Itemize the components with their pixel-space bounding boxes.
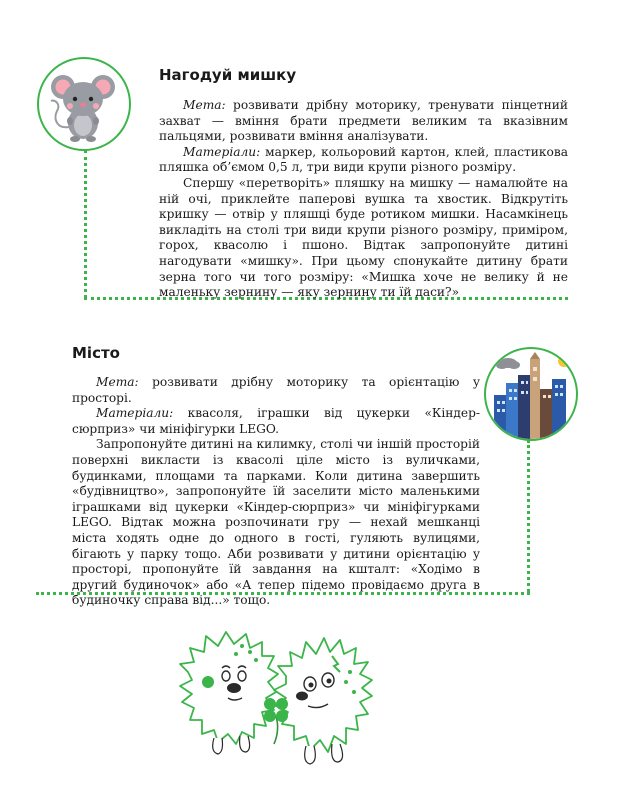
section2-materials: [72, 406, 480, 437]
section2-goal: [72, 375, 480, 406]
section1-goal-label: Мета:: [183, 98, 226, 112]
section2-materials-label: Матеріали:: [96, 406, 174, 421]
section2-divider: [36, 592, 530, 595]
hedgehogs-illustration: [170, 612, 390, 788]
section2-goal-text: розвивати дрібну моторику та орієнтацію у просторі.: [72, 375, 480, 405]
section1-materials-text: маркер, кольоровий картон, клей, пластикова пляшка об’ємом 0,5 л, три види крупи різного розміру.: [159, 144, 568, 175]
mouse-icon: [37, 57, 131, 151]
section1-connector-vertical: [84, 150, 87, 298]
section1-text: [159, 98, 568, 301]
section2-title: Місто: [72, 344, 120, 362]
section1-goal: [159, 98, 568, 145]
section1-body: Спершу «перетворіть» пляшку на мишку — намалюйте на ній очі, приклейте паперові вушка та хвостик. Відкрутіть кришку — отвір у пляшці буде ротиком мишки. Насамкінець викладіть на столі три види крупи різного розміру, приміром, горох, квасолю і пшоно. Відтак запропонуйте дитині нагодувати «мишку». При цьому спонукайте дитину брати зерна того чи того розміру: «Мишка хоче не велику й не маленьку зернину — яку зернину ти їй даси?»: [159, 175, 568, 300]
section1-title: Нагодуй мишку: [159, 66, 297, 84]
section2-materials-text: квасоля, іграшки від цукерки «Кіндер-сюрприз» чи мініфігурки LEGO.: [72, 406, 480, 436]
section2-goal-label: Мета:: [96, 375, 139, 389]
section2-body: Запропонуйте дитині на килимку, столі чи іншій просторій поверхні викласти із квасолі ціле місто із вуличками, будинками, площами та парками. Коли дитина завершить «будівництво», запропонуйте їй заселити місто маленькими іграшками від цукерки «Кіндер-сюрприз» чи мініфігурками LEGO. Відтак можна розпочинати гру — нехай мешканці міста ходять одне до одного в гості, гуляють вулицями, бігають у парку тощо. Аби розвивати у дитини орієнтацію у просторі, пропонуйте їй завдання на кшталт: «Ходімо в другий будиночок» або «А тепер підемо провідаємо друга в будиночку справа від...» тощо.: [72, 437, 480, 608]
section1-materials-label: Матеріали:: [183, 144, 261, 159]
section2-connector-vertical: [527, 440, 530, 592]
city-icon: [484, 347, 578, 441]
section1-materials: [159, 145, 568, 176]
section1-goal-text: розвивати дрібну моторику, тренувати пінцетний захват — вміння брати предмети великим та вказівним пальцями, розвивати вміння аналізувати.: [159, 98, 568, 144]
section2-text: [72, 375, 480, 609]
